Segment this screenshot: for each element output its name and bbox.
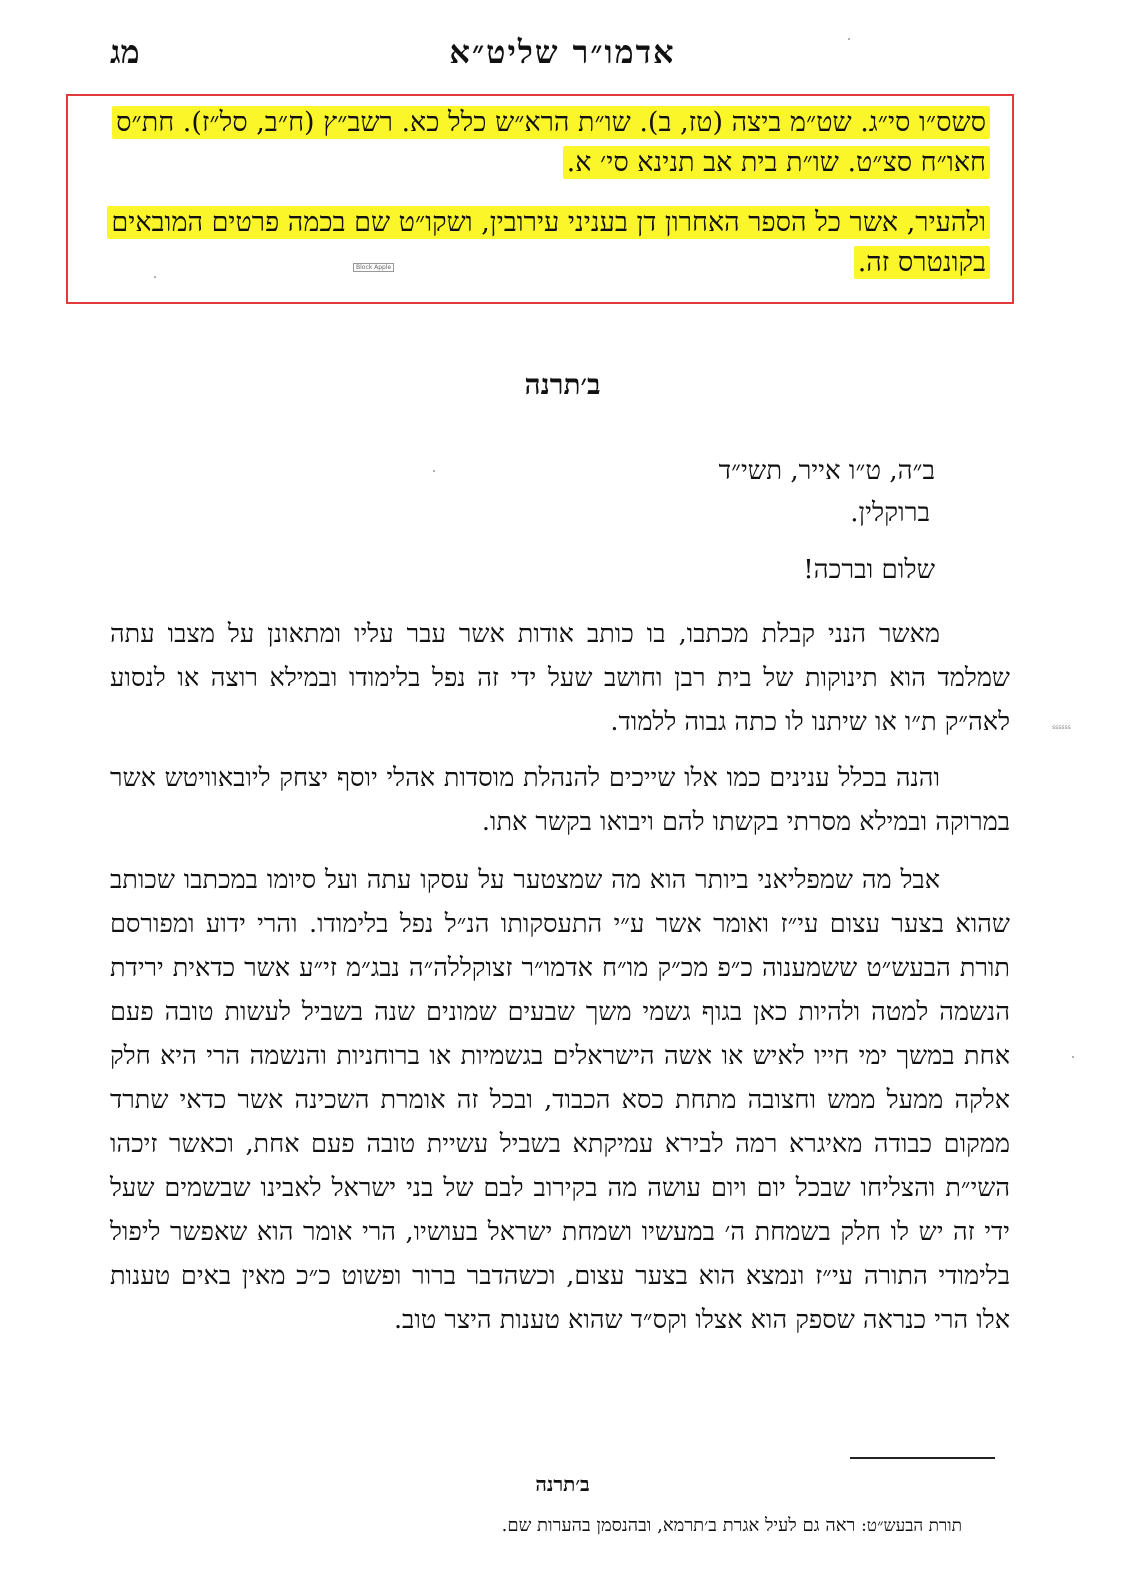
tiny-annotation-label: Block Apple [353,263,394,272]
footnote-body: ראה גם לעיל אגרת ב׳תרמא, ובהנסמן בהערות שם. [501,1515,856,1536]
scan-speck [1072,1056,1074,1058]
highlighted-paragraph-note [100,203,990,283]
running-head [110,30,1015,80]
letter-paragraph: מאשר הנני קבלת מכתבו, בו כותב אודות אשר עבר עליו ומתאונן על מצבו עתה שמלמד הוא תינוקות של בית רבן וחושב שעל ידי זה נפל בלימודו ובמילא רוצה או לנסוע לאה״ק ת״ו או שיתנו לו כתה גבוה ללמוד. [110,619,1010,737]
letter-paragraph: אבל מה שמפליאני ביותר הוא מה שמצטער על עסקו עתה ועל סיומו במכתבו שכותב שהוא בצער עצום עי״ז ואומר אשר ע״י התעסקותו הנ״ל נפל בלימודו. והרי ידוע ומפורסם תורת הבעש״ט ששמענוה כ״פ מכ״ק מו״ח אדמו״ר זצוקללה״ה נבג״מ זי״ע אשר כדאית ירידת הנשמה למטה ולהיות כאן בגוף גשמי משך שבעים שמונים שנה בשביל לעשות טובה פעם אחת במשך ימי חייו לאיש או אשה הישראלים בגשמיות או ברוחניות והנשמה הרי היא חלק אלקה ממעל ממש וחצובה מתחת כסא הכבוד, ובכל זה אומרת השכינה אשר כדאי שתרד ממקום כבודה מאיגרא רמה לבירא עמיקתא בשביל עשיית טובה פעם אחת, וכאשר זיכהו השי״ת והצליחו שבכל יום ויום עושה מה בקירוב לבם של בני ישראל לאבינו שבשמים שעל ידי זה יש לו חלק בשמחת ה׳ במעשיו ושמחת ישראל בעושיו, הרי אומר הוא שאפשר ליפול בלימודי התורה עי״ז ונמצא הוא בצער עצום, וכשהדבר ברור ופשוט כ״כ מאין באים טענות אלו הרי כנראה שספק הוא אצלו וקס״ד שהוא טענות היצר טוב. [110,865,1010,1335]
scan-speck [154,276,156,278]
highlighted-paragraph-sources [100,103,990,183]
footnote-label: תורת הבעש״ט: [861,1516,962,1536]
scan-speck [848,38,850,40]
letter-paragraph: והנה בכלל ענינים כמו אלו שייכים להנהלת מוסדות אהלי יוסף יצחק ליובאוויטש אשר במרוקה ובמילא מסרתי בקשתו להם ויבואו בקשר אתו. [110,763,1010,837]
letter-greeting: שלום וברכה! [803,555,935,585]
letter-place: ברוקלין. [850,498,930,528]
letter-date: ב״ה, ט״ו אייר, תשי״ד [718,456,935,486]
footnote-divider [850,1457,995,1459]
running-title: אדמו״ר שליט״א [449,33,676,71]
scan-speck [433,470,435,472]
highlighted-text: ולהעיר, אשר כל הספר האחרון דן בעניני עירובין, ושקו״ט שם בכמה פרטים המובאים בקונטרס זה. [107,206,990,279]
page-number: מג [110,33,140,71]
footnote-heading: ב׳תרנה [535,1472,590,1496]
highlighted-text: סשס״ו סי״ג. שט״מ ביצה (טז, ב). שו״ת הרא״ש כלל כא. רשב״ץ (ח״ב, סל״ז). חת״ס חאו״ח סצ״ט. שו״ת בית אב תנינא סי׳ א. [112,106,990,179]
footnote-text [502,1515,962,1536]
margin-mark: ssssss [1052,724,1071,731]
letter-heading: ב׳תרנה [524,368,601,401]
